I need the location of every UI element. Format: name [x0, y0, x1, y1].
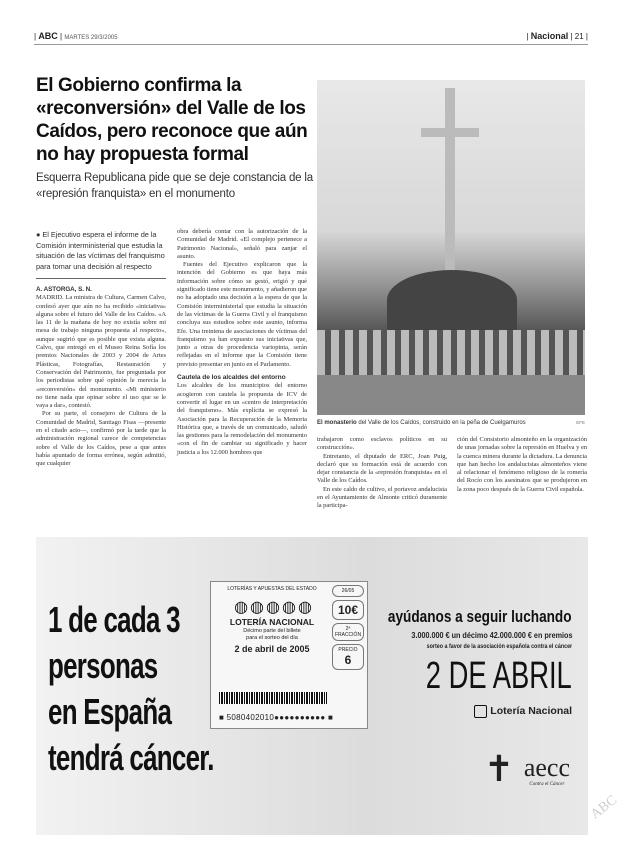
section: Nacional: [530, 31, 569, 41]
aecc-logo: ✝ aecc Contra el Cáncer: [483, 748, 570, 789]
byline: A. ASTORGA, S. N.: [36, 286, 92, 293]
ad-headline: 1 de cada 3 personas en España tendrá cáncer.: [48, 599, 214, 778]
column-1: ● El Ejecutivo espera el informe de la Comisión interministerial que estudia la situación de las víctimas del franquismo para tomar una decisión al respecto A. ASTORGA, S. N. MADRID. La ministra de Cultura, Carmen Calvo, confesó ayer que aún no ha recibido «iniciativa» alguna sobre el futuro del Valle de los Caídos. «A las 11 de la mañana de hoy no existía sobre mi mesa de trabajo ninguna propuesta al respecto», aunque sugirió que es posible que exista alguna. Calvo, que entregó en el Museo Reina Sofía los premios Nacionales de 2003 y 2004 de Artes Plásticas, Fotografías, Restauración y Conservación del Patrimonio, fue preguntada por los periodistas sobre qué opinión le merecía la «reconversión» del monumento. «Mi ministerio no tiene nada que opinar sobre el uso que se le vaya a dar», contestó. Por su parte, el consejero de Cultura de la Comunidad de Madrid, Santiago Fisas —presente en el citado acto—, confirmó por la tarde que la administración regional carece de competencias sobre el Valle de los Caídos, pese a que antes había apuntado de forma errónea, según admitió, que cualquier: [36, 230, 166, 468]
barcode: [219, 692, 327, 704]
ad-slogan: ayúdanos a seguir luchando: [388, 607, 572, 626]
column-4: ción del Consistorio almonteño en la organización de unas jornadas sobre la represión en Huelva y en la cuenca minera durante la dictadura. La denuncia que han hecho los andalucistas almonteños viene al relacionar el fenómeno religioso de la romería del Rocío con los asesinatos que se produjeron en la zona poco después de la Guerra Civil española.: [457, 436, 587, 493]
ad-prizes: 3.000.000 € un décimo 42.000.000 € en premios: [410, 630, 572, 640]
photo-caption: El monasterio del Valle de los Caídos, construido en la peña de Cuelgamuros EFE: [317, 420, 585, 426]
ad-draw-date: 2 DE ABRIL: [426, 655, 572, 697]
globe-icon: [474, 705, 487, 718]
brand: ABC: [38, 31, 58, 41]
ad-draw: sorteo a favor de la asociación española contra el cáncer: [426, 643, 572, 650]
page-header: | ABC | MARTES 29/3/2005 | Nacional | 21 |: [34, 31, 588, 45]
globe-icons: ◍◍◍◍◍: [234, 598, 314, 616]
lottery-ticket: LOTERÍAS Y APUESTAS DEL ESTADO ◍◍◍◍◍ LOTERÍA NACIONAL Décimo parte del billete para el sorteo del día 2 de abril de 2005 26/05 10€ 2ª FRACCIÓN PRECIO 6 ■ 5080402010●●●●●●●●●● ■: [210, 581, 368, 729]
page-number: 21: [574, 32, 584, 41]
watermark: ABC: [588, 792, 620, 823]
title-block: [36, 74, 318, 202]
date: MARTES 29/3/2005: [64, 35, 118, 41]
loteria-logo: Lotería Nacional: [474, 703, 572, 719]
photo-credit: EFE: [576, 420, 585, 425]
photo-valle-caidos: [317, 80, 585, 415]
headline: El Gobierno confirma la «reconversión» del Valle de los Caídos, pero reconoce que aún no hay propuesta formal: [36, 75, 308, 165]
subhead: Cautela de los alcaldes del entorno: [177, 374, 286, 382]
ticket-number: ■ 5080402010●●●●●●●●●● ■: [219, 713, 334, 722]
column-3: trabajaron como esclavos políticos en su construcción». Entretanto, el diputado de ERC, Joan Puig, declaró que su formación está de acuerdo con dejar constancia de la «represión franquista» en el Valle de los Caídos. En este caldo de cultivo, el portavoz andalucista en el Ayuntamiento de Almonte criticó duramente la participa-: [317, 436, 447, 510]
advertisement: [36, 537, 588, 835]
column-2: obra debería contar con la autorización de la Comunidad de Madrid. «El complejo pertenece a Patrimonio Nacional», señaló para zanjar el asunto. Fuentes del Ejecutivo explicaron que la intención del Gobierno es que haya más información sobre cómo se gestó, erigió y qué significado tiene este monumento, y añadieron que no ha adoptado una decisión a la espera de que la Comisión interministerial que estudia la situación de las víctimas de la Guerra Civil y el franquismo concluya sus estudios sobre este asunto, informa Efe. Una treintena de asociaciones de víctimas del franquismo ya han expuesto sus iniciativas que, junto a otras de procedencia variopinta, serán reflejadas en el informe que la Comisión tiene previsto presentar en junio en el Parlamento. Cautela de los alcaldes del entorno Los alcaldes de los municipios del entorno acogieron con cautela la propuesta de ICV de convertir el lugar en un «centro de interpretación del franquismo». Más explícita se expresó la Asociación para la Recuperación de la Memoria Histórica que, a través de un comunicado, saludó las gestiones para la remodelación del monumento «con el fin de cambiar su significado y hacer justicia a los 12.000 hombres que: [177, 228, 307, 456]
lead: El Ejecutivo espera el informe de la Comisión interministerial que estudia la situación de las víctimas del franquismo para tomar una decisión al respecto: [36, 230, 165, 271]
subtitle: Esquerra Republicana pide que se deje constancia de la «represión franquista» en el monumento: [36, 172, 313, 200]
cross-icon: ✝: [483, 748, 514, 789]
